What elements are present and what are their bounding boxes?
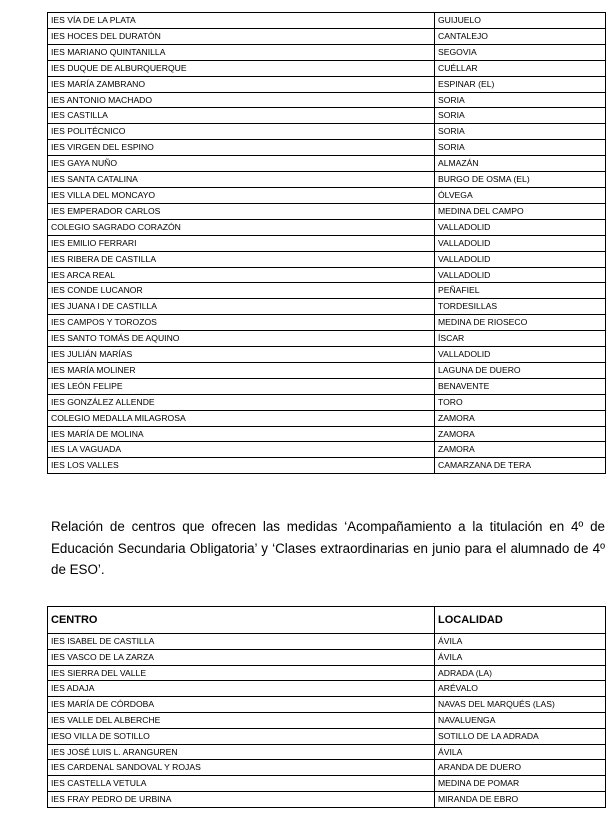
localidad-cell: MEDINA DEL CAMPO (435, 203, 606, 219)
localidad-cell: ADRADA (LA) (435, 665, 606, 681)
centro-cell: IES LOS VALLES (48, 458, 435, 474)
table-row (48, 28, 606, 44)
localidad-cell: MEDINA DE POMAR (435, 776, 606, 792)
centro-cell: IES FRAY PEDRO DE URBINA (48, 791, 435, 807)
table-row (48, 187, 606, 203)
table-row (48, 697, 606, 713)
centro-cell: IESO VILLA DE SOTILLO (48, 728, 435, 744)
localidad-cell: SORIA (435, 92, 606, 108)
table-row (48, 172, 606, 188)
localidad-cell: CANTALEJO (435, 28, 606, 44)
table-row (48, 634, 606, 650)
localidad-cell: SORIA (435, 108, 606, 124)
centro-cell: IES ISABEL DE CASTILLA (48, 634, 435, 650)
centro-cell: IES SIERRA DEL VALLE (48, 665, 435, 681)
table-row (48, 347, 606, 363)
centro-cell: IES ARCA REAL (48, 267, 435, 283)
centro-cell: IES EMILIO FERRARI (48, 235, 435, 251)
table-row (48, 76, 606, 92)
localidad-cell: SORIA (435, 124, 606, 140)
localidad-cell: VALLADOLID (435, 251, 606, 267)
localidad-cell: SEGOVIA (435, 44, 606, 60)
centro-cell: IES LEÓN FELIPE (48, 378, 435, 394)
localidad-cell: MIRANDA DE EBRO (435, 791, 606, 807)
table-row (48, 728, 606, 744)
localidad-cell: VALLADOLID (435, 219, 606, 235)
localidad-cell: ÁVILA (435, 744, 606, 760)
centro-cell: COLEGIO SAGRADO CORAZÓN (48, 219, 435, 235)
table-row (48, 60, 606, 76)
centro-cell: IES VÍA DE LA PLATA (48, 13, 435, 29)
table-row (48, 776, 606, 792)
localidad-cell: VALLADOLID (435, 347, 606, 363)
localidad-cell: ZAMORA (435, 410, 606, 426)
centro-cell: IES RIBERA DE CASTILLA (48, 251, 435, 267)
localidad-cell: VALLADOLID (435, 267, 606, 283)
localidad-cell: NAVALUENGA (435, 712, 606, 728)
localidad-cell: PEÑAFIEL (435, 283, 606, 299)
centers-table-1 (47, 12, 606, 474)
localidad-cell: ÁVILA (435, 649, 606, 665)
table-row (48, 140, 606, 156)
table-row (48, 219, 606, 235)
centro-cell: IES EMPERADOR CARLOS (48, 203, 435, 219)
centro-cell: IES GAYA NUÑO (48, 156, 435, 172)
centro-cell: IES JULIÁN MARÍAS (48, 347, 435, 363)
table-row (48, 744, 606, 760)
table-row (48, 315, 606, 331)
table-row (48, 124, 606, 140)
localidad-cell: NAVAS DEL MARQUÉS (LAS) (435, 697, 606, 713)
section-paragraph: Relación de centros que ofrecen las medidas ‘Acompañamiento a la titulación en 4º de Educación Secundaria Obligatoria’ y ‘Clases extraordinarias en junio para el alumnado de 4º de ESO’. (51, 519, 605, 577)
table-row (48, 362, 606, 378)
localidad-cell: VALLADOLID (435, 235, 606, 251)
localidad-cell: ARANDA DE DUERO (435, 760, 606, 776)
centro-cell: COLEGIO MEDALLA MILAGROSA (48, 410, 435, 426)
table-row (48, 331, 606, 347)
header-localidad: LOCALIDAD (435, 607, 606, 634)
table-row (48, 760, 606, 776)
table-row (48, 283, 606, 299)
centers-table-2-body (48, 634, 606, 808)
table-header-row (48, 607, 606, 634)
table-row (48, 649, 606, 665)
centro-cell: IES ANTONIO MACHADO (48, 92, 435, 108)
centro-cell: IES JOSÉ LUIS L. ARANGUREN (48, 744, 435, 760)
localidad-cell: ZAMORA (435, 426, 606, 442)
centro-cell: IES CASTELLA VETULA (48, 776, 435, 792)
localidad-cell: LAGUNA DE DUERO (435, 362, 606, 378)
centers-table-2 (47, 606, 606, 808)
table-row (48, 410, 606, 426)
localidad-cell: SORIA (435, 140, 606, 156)
localidad-cell: ALMAZÁN (435, 156, 606, 172)
table-row (48, 791, 606, 807)
table-row (48, 44, 606, 60)
table-row (48, 681, 606, 697)
centro-cell: IES HOCES DEL DURATÓN (48, 28, 435, 44)
localidad-cell: ÍSCAR (435, 331, 606, 347)
table-row (48, 458, 606, 474)
centro-cell: IES MARIANO QUINTANILLA (48, 44, 435, 60)
localidad-cell: TORDESILLAS (435, 299, 606, 315)
centro-cell: IES SANTA CATALINA (48, 172, 435, 188)
centro-cell: IES ADAJA (48, 681, 435, 697)
table-row (48, 665, 606, 681)
table-row (48, 712, 606, 728)
table-row (48, 394, 606, 410)
header-centro: CENTRO (48, 607, 435, 634)
centro-cell: IES GONZÁLEZ ALLENDE (48, 394, 435, 410)
localidad-cell: BURGO DE OSMA (EL) (435, 172, 606, 188)
centro-cell: IES CARDENAL SANDOVAL Y ROJAS (48, 760, 435, 776)
centro-cell: IES CAMPOS Y TOROZOS (48, 315, 435, 331)
centro-cell: IES MARÍA DE CÓRDOBA (48, 697, 435, 713)
localidad-cell: ESPINAR (EL) (435, 76, 606, 92)
table-row (48, 251, 606, 267)
localidad-cell: ARÉVALO (435, 681, 606, 697)
table-row (48, 235, 606, 251)
centro-cell: IES SANTO TOMÁS DE AQUINO (48, 331, 435, 347)
table-row (48, 108, 606, 124)
table-row (48, 92, 606, 108)
localidad-cell: CUÉLLAR (435, 60, 606, 76)
centro-cell: IES CASTILLA (48, 108, 435, 124)
table-row (48, 13, 606, 29)
centro-cell: IES POLITÉCNICO (48, 124, 435, 140)
centro-cell: IES MARÍA DE MOLINA (48, 426, 435, 442)
centro-cell: IES MARÍA ZAMBRANO (48, 76, 435, 92)
table-row (48, 299, 606, 315)
centers-table-1-body (48, 13, 606, 474)
table-row (48, 203, 606, 219)
centro-cell: IES LA VAGUADA (48, 442, 435, 458)
centro-cell: IES JUANA I DE CASTILLA (48, 299, 435, 315)
centro-cell: IES MARÍA MOLINER (48, 362, 435, 378)
localidad-cell: CAMARZANA DE TERA (435, 458, 606, 474)
table-row (48, 156, 606, 172)
centro-cell: IES VASCO DE LA ZARZA (48, 649, 435, 665)
table-row (48, 426, 606, 442)
localidad-cell: ÓLVEGA (435, 187, 606, 203)
localidad-cell: MEDINA DE RIOSECO (435, 315, 606, 331)
localidad-cell: ZAMORA (435, 442, 606, 458)
table-row (48, 267, 606, 283)
localidad-cell: SOTILLO DE LA ADRADA (435, 728, 606, 744)
localidad-cell: GUIJUELO (435, 13, 606, 29)
centro-cell: IES VILLA DEL MONCAYO (48, 187, 435, 203)
localidad-cell: TORO (435, 394, 606, 410)
localidad-cell: ÁVILA (435, 634, 606, 650)
localidad-cell: BENAVENTE (435, 378, 606, 394)
table-row (48, 442, 606, 458)
centro-cell: IES CONDE LUCANOR (48, 283, 435, 299)
centro-cell: IES VALLE DEL ALBERCHE (48, 712, 435, 728)
table-row (48, 378, 606, 394)
centro-cell: IES VIRGEN DEL ESPINO (48, 140, 435, 156)
centro-cell: IES DUQUE DE ALBURQUERQUE (48, 60, 435, 76)
